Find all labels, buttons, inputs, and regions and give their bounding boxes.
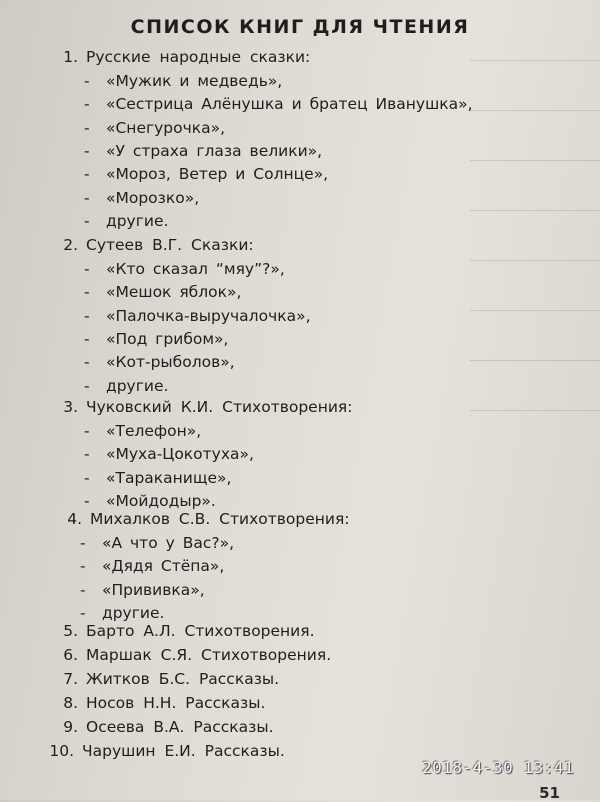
page-title: СПИСОК КНИГ ДЛЯ ЧТЕНИЯ xyxy=(130,16,470,38)
book-title-item xyxy=(84,189,199,207)
book-number: 6. xyxy=(63,646,78,664)
book-number: 3. xyxy=(63,398,78,416)
bullet-dash: - xyxy=(80,534,86,552)
book-entry xyxy=(40,742,285,760)
book-title-item xyxy=(80,534,234,552)
book-title-item xyxy=(84,445,254,463)
bullet-dash: - xyxy=(84,260,90,278)
book-number: 9. xyxy=(63,718,78,736)
book-title-item xyxy=(84,469,231,487)
page-number: 51 xyxy=(539,784,560,802)
book-title-text: «Снегурочка», xyxy=(106,118,226,137)
book-heading: Осеева В.А. Рассказы. xyxy=(86,718,274,736)
book-number: 8. xyxy=(63,694,78,712)
book-title-item xyxy=(80,557,224,575)
book-entry xyxy=(44,398,352,416)
book-title-text: другие. xyxy=(102,603,165,622)
book-number: 10. xyxy=(49,742,74,760)
book-entry xyxy=(44,48,310,66)
book-title-item xyxy=(84,377,168,395)
book-title-text: другие. xyxy=(106,376,169,395)
book-number: 7. xyxy=(63,670,78,688)
book-heading: Барто А.Л. Стихотворения. xyxy=(86,622,315,640)
bullet-dash: - xyxy=(84,118,90,137)
book-title-text: «Морозко», xyxy=(106,188,200,207)
book-entry xyxy=(44,718,274,736)
book-number: 2. xyxy=(63,236,78,254)
bullet-dash: - xyxy=(84,283,90,302)
book-title-text: «Телефон», xyxy=(106,422,202,440)
book-entry xyxy=(44,646,331,664)
book-title-item xyxy=(84,353,235,371)
bullet-dash: - xyxy=(84,353,90,372)
book-title-item xyxy=(84,283,241,301)
book-title-item xyxy=(84,72,282,90)
book-title-text: «Сестрица Алёнушка и братец Иванушка», xyxy=(106,95,473,114)
book-title-item xyxy=(84,212,168,230)
book-heading: Носов Н.Н. Рассказы. xyxy=(86,694,266,712)
book-title-item xyxy=(84,95,473,113)
book-number: 1. xyxy=(63,48,78,66)
photo-timestamp: 2018-4-30 13:41 xyxy=(422,758,574,777)
book-title-text: «Мешок яблок», xyxy=(106,283,242,302)
book-entry xyxy=(48,510,350,528)
book-title-item xyxy=(84,260,285,278)
bullet-dash: - xyxy=(84,95,90,114)
bullet-dash: - xyxy=(84,491,90,510)
book-entry xyxy=(44,670,279,688)
book-title-text: «Кот-рыболов», xyxy=(106,353,235,372)
book-title-text: «Мороз, Ветер и Солнце», xyxy=(106,165,329,184)
bullet-dash: - xyxy=(84,329,90,348)
bullet-dash: - xyxy=(84,422,90,440)
book-title-item xyxy=(84,307,311,325)
book-title-text: «А что у Вас?», xyxy=(102,534,235,552)
book-title-item xyxy=(84,165,328,183)
book-title-text: другие. xyxy=(106,211,169,230)
book-title-text: «Мужик и медведь», xyxy=(106,72,283,90)
book-heading: Маршак С.Я. Стихотворения. xyxy=(86,646,332,664)
bullet-dash: - xyxy=(84,468,90,487)
book-entry xyxy=(44,694,265,712)
book-number: 5. xyxy=(63,622,78,640)
bullet-dash: - xyxy=(80,603,86,622)
book-title-item xyxy=(80,581,205,599)
book-entry xyxy=(44,622,315,640)
book-title-text: «Муха-Цокотуха», xyxy=(106,445,254,464)
book-title-text: «Прививка», xyxy=(102,580,205,599)
bleed-through-table xyxy=(470,30,600,460)
book-title-text: «Под грибом», xyxy=(106,329,229,348)
bullet-dash: - xyxy=(84,376,90,395)
book-entry xyxy=(44,236,254,254)
bullet-dash: - xyxy=(80,557,86,576)
book-heading: Михалков С.В. Стихотворения: xyxy=(90,510,350,528)
book-title-text: «Мойдодыр». xyxy=(106,491,216,510)
book-title-item xyxy=(84,492,216,510)
book-title-text: «Палочка-выручалочка», xyxy=(106,306,311,325)
book-heading: Чуковский К.И. Стихотворения: xyxy=(86,398,353,416)
bullet-dash: - xyxy=(84,188,90,207)
book-heading: Сутеев В.Г. Сказки: xyxy=(86,236,254,254)
bullet-dash: - xyxy=(84,141,90,160)
book-title-text: «У страха глаза велики», xyxy=(106,141,323,160)
book-title-item xyxy=(80,604,164,622)
book-title-text: «Кто сказал “мяу”?», xyxy=(106,260,285,278)
bullet-dash: - xyxy=(84,306,90,325)
book-title-item xyxy=(84,330,228,348)
book-heading: Житков Б.С. Рассказы. xyxy=(86,670,280,688)
book-title-item xyxy=(84,422,201,440)
book-heading: Чарушин Е.И. Рассказы. xyxy=(82,742,285,760)
bullet-dash: - xyxy=(84,165,90,184)
bullet-dash: - xyxy=(84,72,90,90)
book-title-item xyxy=(84,142,322,160)
book-number: 4. xyxy=(67,510,82,528)
bullet-dash: - xyxy=(80,580,86,599)
book-title-text: «Тараканище», xyxy=(106,468,232,487)
book-title-item xyxy=(84,119,225,137)
bullet-dash: - xyxy=(84,445,90,464)
book-heading: Русские народные сказки: xyxy=(86,48,311,66)
bullet-dash: - xyxy=(84,211,90,230)
book-title-text: «Дядя Стёпа», xyxy=(102,557,225,576)
